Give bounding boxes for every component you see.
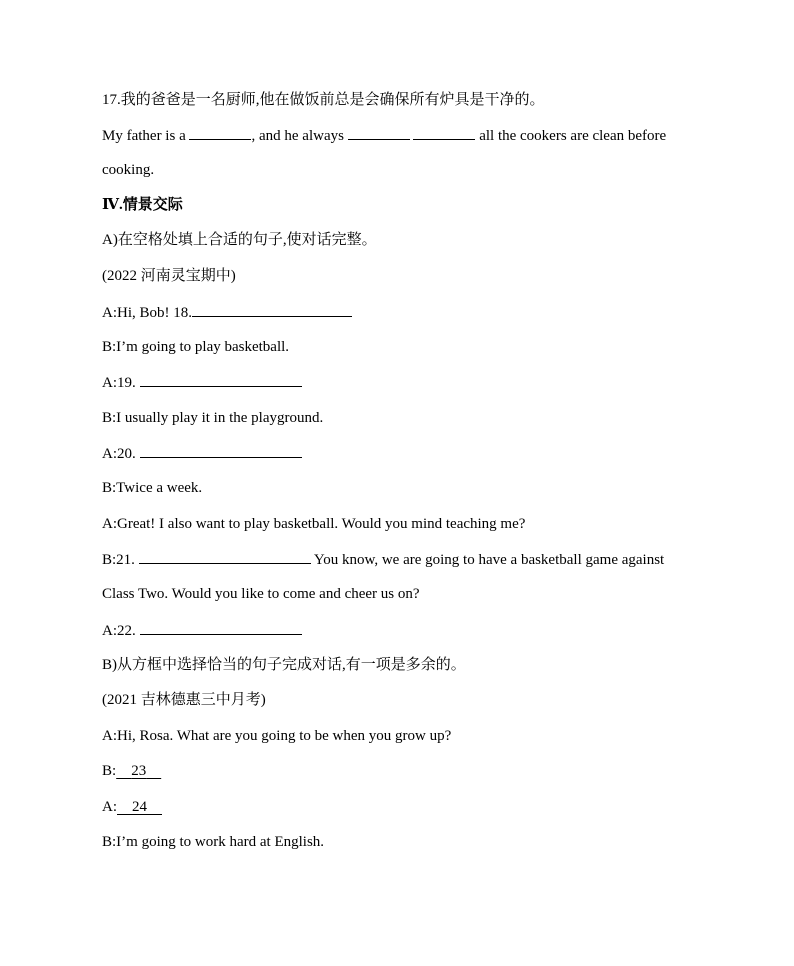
dialogue-line: B:I’m going to work hard at English. <box>102 834 325 850</box>
dialogue-line: Class Two. Would you like to come and cheer us on? <box>102 586 420 602</box>
dialogue-line-18 <box>102 302 352 323</box>
q17-blank-3[interactable] <box>413 125 475 140</box>
answer-blank-19[interactable] <box>140 372 302 387</box>
q17-sentence-part-a: My father is a <box>102 128 186 144</box>
blank-number: 23 <box>131 763 147 779</box>
dialogue-line-24 <box>102 797 162 817</box>
answer-blank-18[interactable] <box>192 302 352 317</box>
answer-blank-22[interactable] <box>140 620 302 635</box>
speaker-label: A: <box>102 799 117 815</box>
section-heading: Ⅳ.情景交际 <box>102 197 183 213</box>
dialogue-line: B:I usually play it in the playground. <box>102 410 324 426</box>
q17-sentence <box>102 125 666 146</box>
dialogue-text: A:Hi, Bob! 18. <box>102 305 192 321</box>
q17-sentence-part-b: , and he always <box>251 128 344 144</box>
blank-number: 24 <box>132 799 147 815</box>
dialogue-text: A:19. <box>102 375 136 391</box>
answer-blank-24[interactable] <box>117 799 162 815</box>
part-b-source: (2021 吉林德惠三中月考) <box>102 692 266 708</box>
dialogue-line-21 <box>102 549 664 570</box>
dialogue-text: A:22. <box>102 623 136 639</box>
dialogue-line: B:Twice a week. <box>102 480 203 496</box>
q17-blank-2[interactable] <box>348 125 410 140</box>
dialogue-text: A:20. <box>102 446 136 462</box>
answer-blank-20[interactable] <box>140 443 302 458</box>
dialogue-line: B:I’m going to play basketball. <box>102 339 290 355</box>
dialogue-line-23 <box>102 761 161 781</box>
dialogue-line: A:Great! I also want to play basketball. Would you mind teaching me? <box>102 516 526 532</box>
answer-blank-23[interactable] <box>116 763 161 779</box>
q17-sentence-end: cooking. <box>102 162 155 178</box>
answer-blank-21[interactable] <box>139 549 311 564</box>
part-a-instruction: A)在空格处填上合适的句子,使对话完整。 <box>102 232 377 248</box>
dialogue-text: B:21. <box>102 552 135 568</box>
q17-blank-1[interactable] <box>189 125 251 140</box>
dialogue-line-20 <box>102 443 302 464</box>
dialogue-line-19 <box>102 372 302 393</box>
q17-sentence-part-c: all the cookers are clean before <box>479 128 667 144</box>
dialogue-text: You know, we are going to have a basketball game against <box>313 552 665 568</box>
part-b-instruction: B)从方框中选择恰当的句子完成对话,有一项是多余的。 <box>102 657 466 673</box>
q17-prompt: 17.我的爸爸是一名厨师,他在做饭前总是会确保所有炉具是干净的。 <box>102 92 545 108</box>
speaker-label: B: <box>102 763 117 779</box>
dialogue-line: A:Hi, Rosa. What are you going to be when you grow up? <box>102 728 452 744</box>
part-a-source: (2022 河南灵宝期中) <box>102 268 236 284</box>
dialogue-line-22 <box>102 620 302 641</box>
